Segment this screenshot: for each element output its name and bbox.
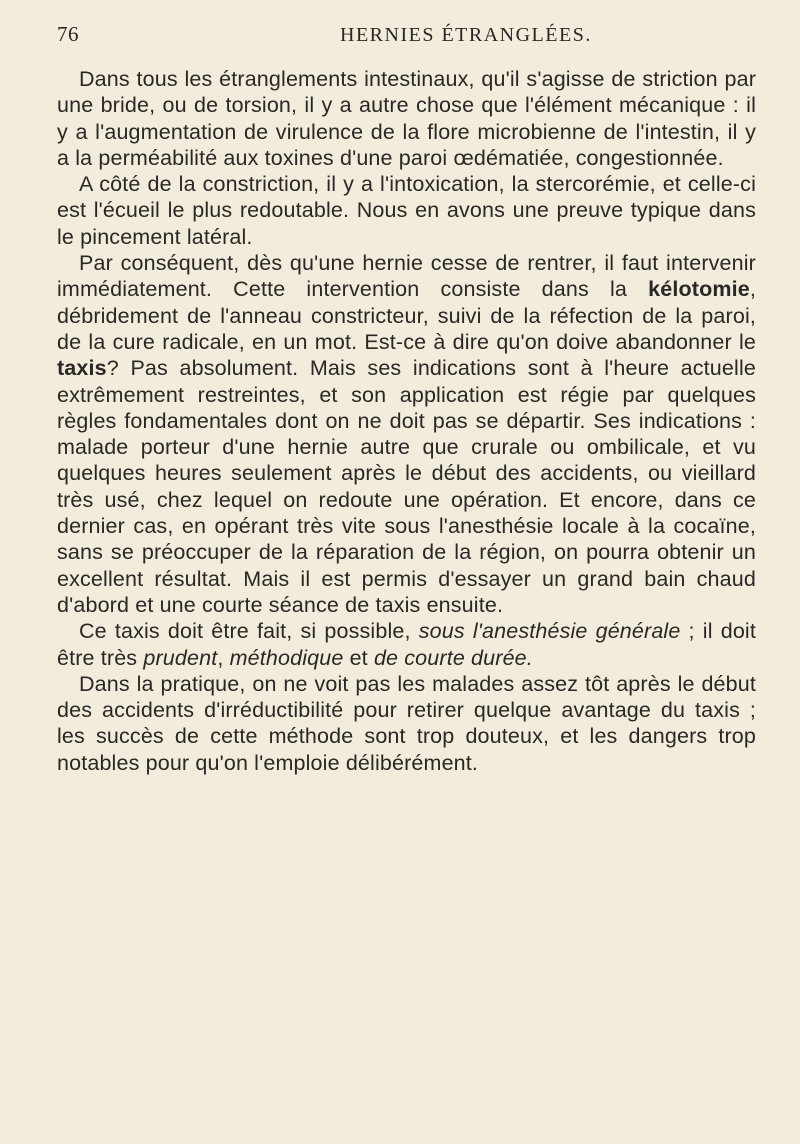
paragraph-3 [57, 250, 756, 618]
emphasis-methodique: méthodique [229, 645, 344, 670]
emphasis-anesthesie-generale: sous l'anesthésie générale [418, 619, 681, 644]
paragraph-3-text-c: ? Pas absolument. Mais ses indications sont à l'heure actuelle extrêmement restreintes, et son application est régie par quelques règles fondamentales dont on ne doit pas se départir. Ses indications : malade porteur d'une hernie autre que crurale ou ombilicale, et vu quelques heures seulement après le début des accidents, ou vieillard très usé, chez lequel on redoute une opération. Et encore, dans ce dernier cas, en opérant très vite sous l'anesthésie locale à la cocaïne, sans se préoccuper de la réparation de la région, on pourra obtenir un excellent résultat. Mais il est permis d'essayer un grand bain chaud d'abord et une courte séance de taxis ensuite. [57, 356, 756, 617]
paragraph-5: Dans la pratique, on ne voit pas les malades assez tôt après le début des accidents d'irréductibilité pour retirer quelque avantage du taxis ; les succès de cette méthode sont trop douteux, et les dangers trop notables pour qu'on l'emploie délibérément. [57, 671, 756, 775]
emphasis-courte-duree: de courte durée. [373, 645, 533, 670]
paragraph-4-text-d: et [343, 645, 374, 670]
term-kelotomie: kélotomie [648, 277, 750, 302]
running-title: HERNIES ÉTRANGLÉES. [340, 24, 592, 46]
paragraph-3-text-a: Par conséquent, dès qu'une hernie cesse de rentrer, il faut intervenir immédiatement. Cette intervention consiste dans la [57, 251, 756, 302]
paragraph-4-text-c: , [217, 645, 230, 670]
paragraph-2: A côté de la constriction, il y a l'intoxication, la stercorémie, et celle-ci est l'écueil le plus redoutable. Nous en avons une preuve typique dans le pincement latéral. [57, 172, 756, 249]
body-text [57, 66, 756, 776]
paragraph-3-text-b: , débridement de l'anneau constricteur, suivi de la réfection de la paroi, de la cure radicale, en un mot. Est-ce à dire qu'on doive abandonner le [57, 277, 756, 354]
running-head [57, 14, 756, 54]
term-taxis: taxis [57, 356, 107, 381]
paragraph-4-text-a: Ce taxis doit être fait, si possible, [79, 619, 419, 644]
paragraph-4 [57, 618, 756, 671]
paragraph-4-text-b: ; il doit être très [57, 619, 756, 670]
emphasis-prudent: prudent [143, 645, 218, 670]
paragraph-1: Dans tous les étranglements intestinaux, qu'il s'agisse de striction par une bride, ou de torsion, il y a autre chose que l'élément mécanique : il y a l'augmentation de virulence de la flore microbienne de l'intestin, il y a la perméabilité aux toxines d'une paroi œdématiée, congestionnée. [57, 67, 756, 170]
page-number: 76 [57, 22, 79, 46]
